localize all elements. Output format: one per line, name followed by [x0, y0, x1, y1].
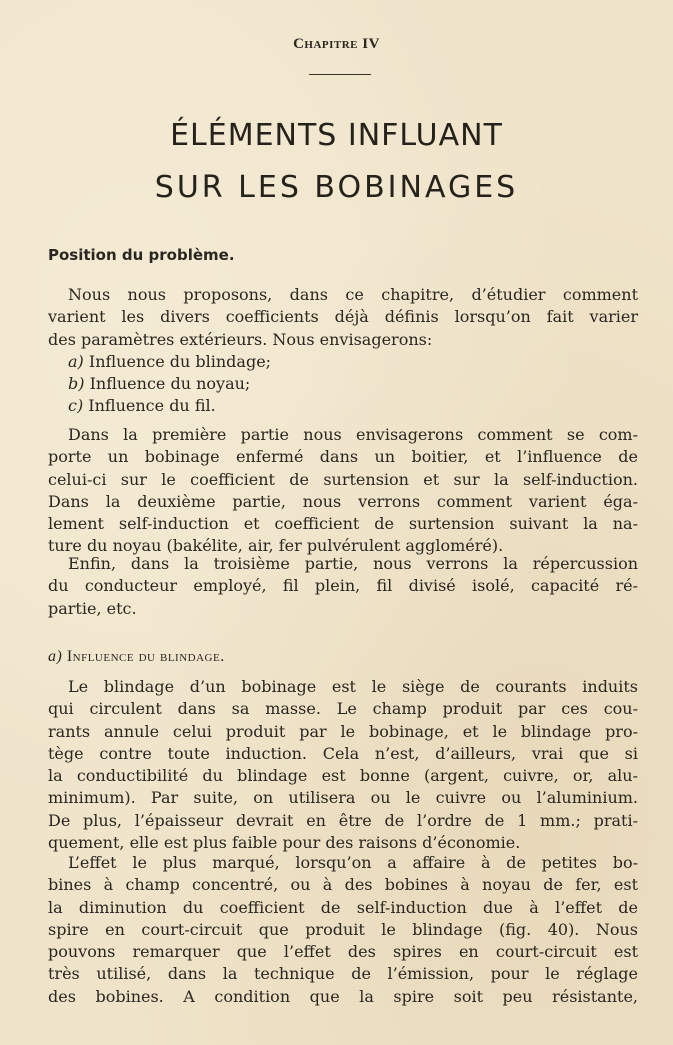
list-item-letter: c)	[68, 396, 84, 416]
text-line: minimum). Par suite, on utilisera ou le cuivre ou l’aluminium.	[48, 788, 638, 808]
text-line: varient les divers coefficients déjà définis lorsqu’on fait varier	[48, 307, 638, 327]
text-line: spire en court-circuit que produit le blindage (fig. 40). Nous	[48, 919, 638, 939]
chapter-divider	[309, 74, 371, 75]
intro-paragraph	[48, 284, 638, 418]
text-line: De plus, l’épaisseur devrait en être de l’ordre de 1 mm.; prati-	[48, 810, 638, 830]
text-line: la diminution du coefficient de self-induction due à l’effet de	[48, 897, 638, 917]
chapter-title-line-2: SUR LES BOBINAGES	[154, 170, 519, 205]
text-line: ture du noyau (bakélite, air, fer pulvérulent aggloméré).	[48, 536, 504, 556]
text-line: bines à champ concentré, ou à des bobines à noyau de fer, est	[48, 875, 638, 895]
text-line: L’effet le plus marqué, lorsqu’on a affaire à de petites bo-	[68, 853, 638, 872]
paragraph-parts	[48, 424, 638, 558]
text-line: Dans la première partie nous envisagerons comment se com-	[68, 425, 638, 444]
subsection-title: Influence du blindage.	[66, 648, 225, 665]
text-line: Dans la deuxième partie, nous verrons comment varient éga-	[48, 491, 638, 511]
list-item-text: Influence du blindage;	[88, 351, 272, 371]
text-line: lement self-induction et coefficient de surtension suivant la na-	[48, 514, 638, 534]
text-line: très utilisé, dans la technique de l’émission, pour le réglage	[48, 964, 638, 984]
list-item	[48, 395, 638, 417]
text-line: Nous nous proposons, dans ce chapitre, d’étudier comment	[68, 285, 638, 304]
list-item	[48, 351, 638, 373]
chapter-title-line-1: ÉLÉMENTS INFLUANT	[170, 118, 503, 153]
text-line: des paramètres extérieurs. Nous envisagerons:	[48, 329, 433, 349]
list-item-text: Influence du noyau;	[89, 374, 251, 394]
list-item	[48, 373, 638, 395]
text-line: pouvons remarquer que l’effet des spires en court-circuit est	[48, 942, 638, 962]
text-line: la conductibilité du blindage est bonne (argent, cuivre, or, alu-	[48, 766, 638, 786]
text-line: quement, elle est plus faible pour des raisons d’économie.	[48, 833, 521, 853]
paragraph-shielding	[48, 676, 638, 854]
section-heading: Position du problème.	[48, 246, 235, 264]
list-item-letter: b)	[68, 374, 85, 394]
list-item-letter: a)	[68, 351, 84, 371]
subsection-heading	[48, 648, 225, 666]
text-line: porte un bobinage enfermé dans un boitier, et l’influence de	[48, 447, 638, 467]
text-line: du conducteur employé, fil plein, fil divisé isolé, capacité ré-	[48, 576, 638, 596]
text-line: rants annule celui produit par le bobinage, et le blindage pro-	[48, 721, 638, 741]
list-item-text: Influence du fil.	[88, 396, 216, 416]
paragraph-third-part	[48, 553, 638, 620]
text-line: Le blindage d’un bobinage est le siège de courants induits	[68, 677, 638, 696]
paragraph-short-circuit	[48, 852, 638, 1008]
text-line: tège contre toute induction. Cela n’est, d’ailleurs, vrai que si	[48, 743, 638, 763]
text-line: partie, etc.	[48, 598, 137, 618]
chapter-label: Chapitre IV	[293, 36, 380, 52]
text-line: Enfin, dans la troisième partie, nous verrons la répercussion	[68, 554, 638, 573]
text-line: celui-ci sur le coefficient de surtension et sur la self-induction.	[48, 469, 638, 489]
subsection-letter: a)	[48, 648, 63, 665]
text-line: qui circulent dans sa masse. Le champ produit par ces cou-	[48, 699, 638, 719]
text-line: des bobines. A condition que la spire soit peu résistante,	[48, 986, 638, 1006]
